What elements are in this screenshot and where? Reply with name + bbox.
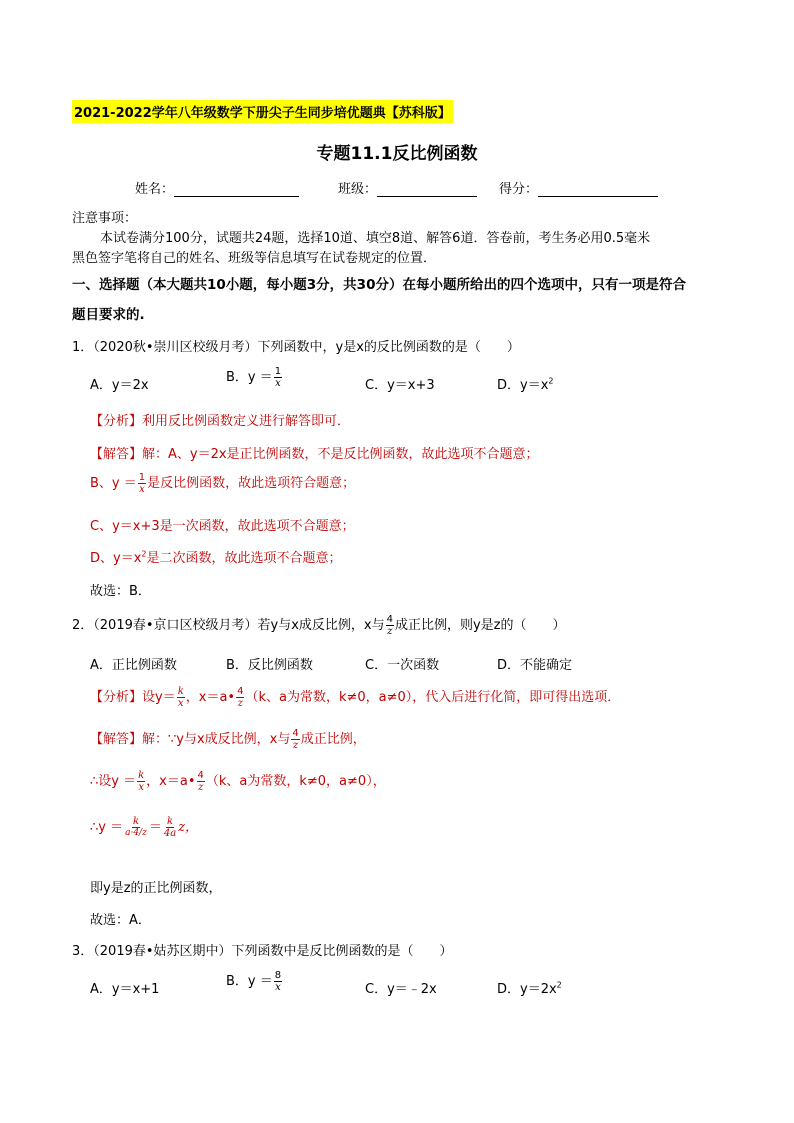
score-field[interactable] <box>499 178 658 197</box>
q2-solution-2: ∴设y ＝ $\frac{k}{x}$ ，x＝a• $\frac{4}{z}$ （k、a为常数，k≠0，a≠0）， <box>90 770 386 793</box>
q1-option-a: A．y＝2x <box>90 378 149 393</box>
q2-solution-3: ∴y ＝ $\frac{k}{a\cdot 4/z}$ ＝ $\frac{k}{4a}$ z， <box>90 816 199 839</box>
q2-option-c: C．一次函数 <box>365 658 440 673</box>
q3-option-b: B．y ＝ $\frac{8}{x}$ <box>226 970 282 993</box>
name-label: 姓名： <box>135 182 175 197</box>
q2-option-b: B．反比例函数 <box>226 658 313 673</box>
q2-stem: 2．（2019春•京口区校级月考）若y与x成反比例，x与 $\frac{4}{z}$ 成正比例，则y是z的（ ） <box>72 614 566 637</box>
q2-option-a: A．正比例函数 <box>90 658 177 673</box>
score-blank[interactable] <box>538 183 658 197</box>
notes-line-1: 本试卷满分100分，试题共24题，选择10道、填空8道、解答6道．答卷前，考生务必用0.5毫米 <box>100 231 651 246</box>
notes-heading: 注意事项： <box>72 211 138 226</box>
q1-solution-3: C、y＝x+3是一次函数，故此选项不合题意； <box>90 519 355 534</box>
q1-solution-4: D、$y=x^2$是二次函数，故此选项不合题意； <box>90 549 342 566</box>
banner: 2021-2022学年八年级数学下册尖子生同步培优题典【苏科版】 <box>72 100 453 123</box>
q3-stem: 3．（2019春•姑苏区期中）下列函数中是反比例函数的是（ ） <box>72 944 453 959</box>
score-label: 得分： <box>499 182 539 197</box>
q1-option-c: C．y＝x+3 <box>365 378 435 393</box>
section-heading-1: 一、选择题（本大题共10小题，每小题3分，共30分）在每小题所给出的四个选项中，只有一项是符合 <box>72 277 686 293</box>
class-blank[interactable] <box>377 183 477 197</box>
page-title: 专题11.1反比例函数 <box>316 144 478 164</box>
class-field[interactable] <box>338 178 477 197</box>
name-field[interactable] <box>135 178 299 197</box>
section-heading-2: 题目要求的. <box>72 307 145 323</box>
q2-option-d: D．不能确定 <box>497 658 573 673</box>
q3-option-d: D．$y=2x^2$ <box>497 980 562 997</box>
q1-solution-1: 【解答】解：A、y＝2x是正比例函数，不是反比例函数，故此选项不合题意； <box>90 447 539 462</box>
q1-solution-2: B、y ＝ $\frac{1}{x}$ 是反比例函数，故此选项符合题意； <box>90 472 356 495</box>
class-label: 班级： <box>338 182 378 197</box>
q3-option-c: C．y＝﹣2x <box>365 982 437 997</box>
name-blank[interactable] <box>174 183 299 197</box>
q2-solution-4: 即y是z的正比例函数， <box>90 881 222 896</box>
q3-option-a: A．y＝x+1 <box>90 982 160 997</box>
notes-line-2: 黑色签字笔将自己的姓名、班级等信息填写在试卷规定的位置． <box>72 251 437 266</box>
q1-option-d: D．$y=x^2$ <box>497 376 554 393</box>
q1-stem: 1．（2020秋•崇川区校级月考）下列函数中，y是x的反比例函数的是（ ） <box>72 340 520 355</box>
q1-option-b: B．y ＝ $\frac{1}{x}$ <box>226 366 282 389</box>
q2-answer: 故选：A． <box>90 913 151 928</box>
q2-solution-1: 【解答】解：∵y与x成反比例，x与 $\frac{4}{z}$ 成正比例， <box>90 728 366 751</box>
q1-answer: 故选：B． <box>90 584 151 599</box>
q1-analysis: 【分析】利用反比例函数定义进行解答即可． <box>90 414 351 429</box>
q2-analysis: 【分析】设y＝ $\frac{k}{x}$ ，x＝a• $\frac{4}{z}$ （k、a为常数，k≠0，a≠0），代入后进行化简，即可得出选项． <box>90 686 621 709</box>
